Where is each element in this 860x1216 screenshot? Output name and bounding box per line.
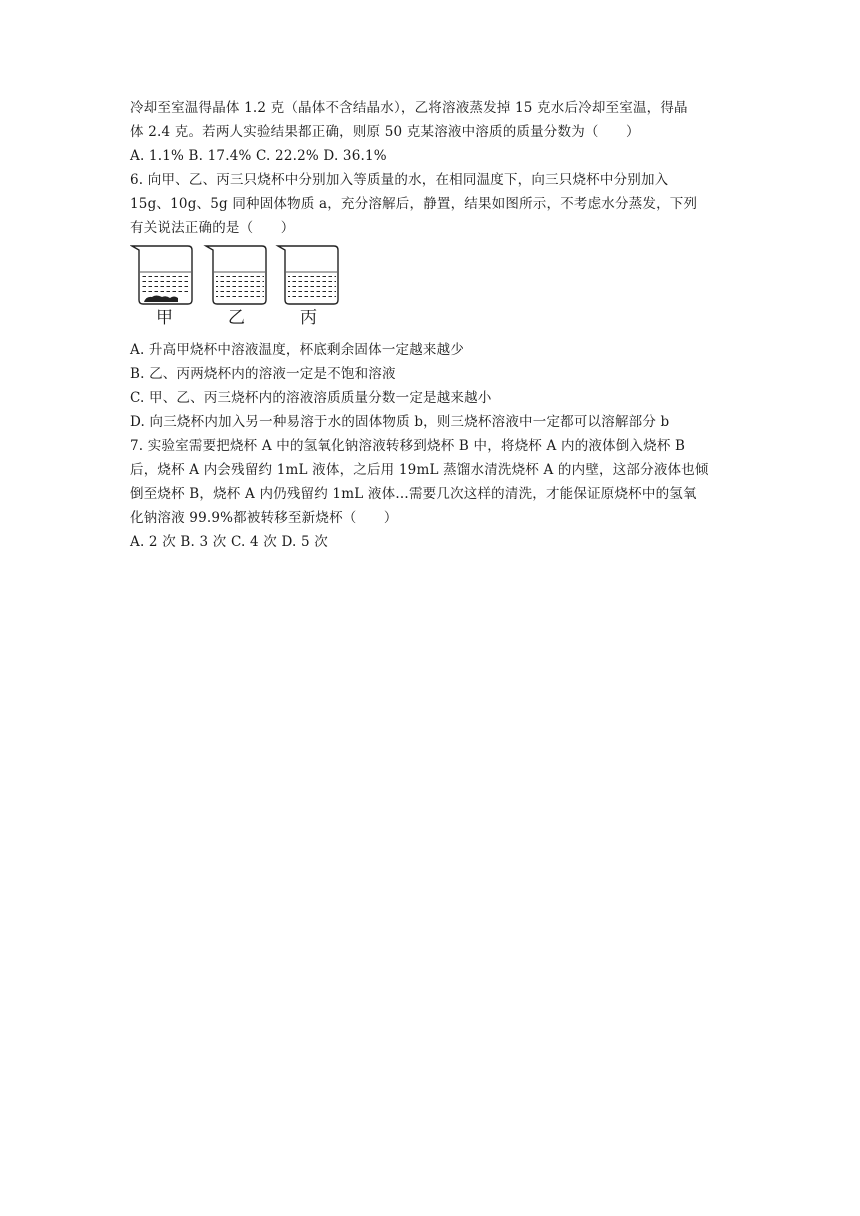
undissolved-solid — [144, 296, 178, 303]
q7-text-line-2: 后，烧杯 A 内会残留约 1mL 液体，之后用 19mL 蒸馏水清洗烧杯 A 的内壁，这部分液体也倾 — [130, 462, 709, 478]
q5-text-line-1: 冷却至室温得晶体 1.2 克（晶体不含结晶水），乙将溶液蒸发掉 15 克水后冷却至室温，得晶 — [130, 100, 688, 116]
beaker-bing — [278, 246, 338, 304]
q5-options: A. 1.1% B. 17.4% C. 22.2% D. 36.1% — [130, 148, 387, 164]
q6-option-d: D. 向三烧杯内加入另一种易溶于水的固体物质 b，则三烧杯溶液中一定都可以溶解部分 b — [130, 414, 670, 430]
beaker-label-yi: 乙 — [228, 308, 245, 328]
beakers-figure — [130, 244, 740, 336]
q7-options: A. 2 次 B. 3 次 C. 4 次 D. 5 次 — [130, 534, 328, 550]
q6-text-line-2: 15g、10g、5g 同种固体物质 a，充分溶解后，静置，结果如图所示，不考虑水分蒸发，下列 — [130, 196, 698, 212]
beaker-label-bing: 丙 — [300, 308, 317, 328]
exam-page — [130, 96, 740, 554]
q7-text-line-3: 倒至烧杯 B，烧杯 A 内仍残留约 1mL 液体…需要几次这样的清洗，才能保证原烧杯中的氢氧 — [130, 486, 697, 502]
q6-option-a: A. 升高甲烧杯中溶液温度，杯底剩余固体一定越来越少 — [130, 342, 465, 358]
q6-text-line-1: 6. 向甲、乙、丙三只烧杯中分别加入等质量的水，在相同温度下，向三只烧杯中分别加入 — [130, 172, 669, 188]
q6-text-line-3: 有关说法正确的是（ ） — [130, 220, 295, 236]
q6-option-b: B. 乙、丙两烧杯内的溶液一定是不饱和溶液 — [130, 366, 396, 382]
q5-text-line-2: 体 2.4 克。若两人实验结果都正确，则原 50 克某溶液中溶质的质量分数为（ ） — [130, 124, 640, 140]
q7-text-line-1: 7. 实验室需要把烧杯 A 中的氢氧化钠溶液转移到烧杯 B 中，将烧杯 A 内的液体倒入烧杯 B — [130, 438, 686, 454]
q7-text-line-4: 化钠溶液 99.9%都被转移至新烧杯（ ） — [130, 510, 398, 526]
beaker-yi — [206, 246, 266, 304]
q6-option-c: C. 甲、乙、丙三烧杯内的溶液溶质质量分数一定是越来越小 — [130, 390, 492, 406]
beaker-jia — [132, 246, 192, 304]
beaker-label-jia: 甲 — [156, 308, 173, 328]
